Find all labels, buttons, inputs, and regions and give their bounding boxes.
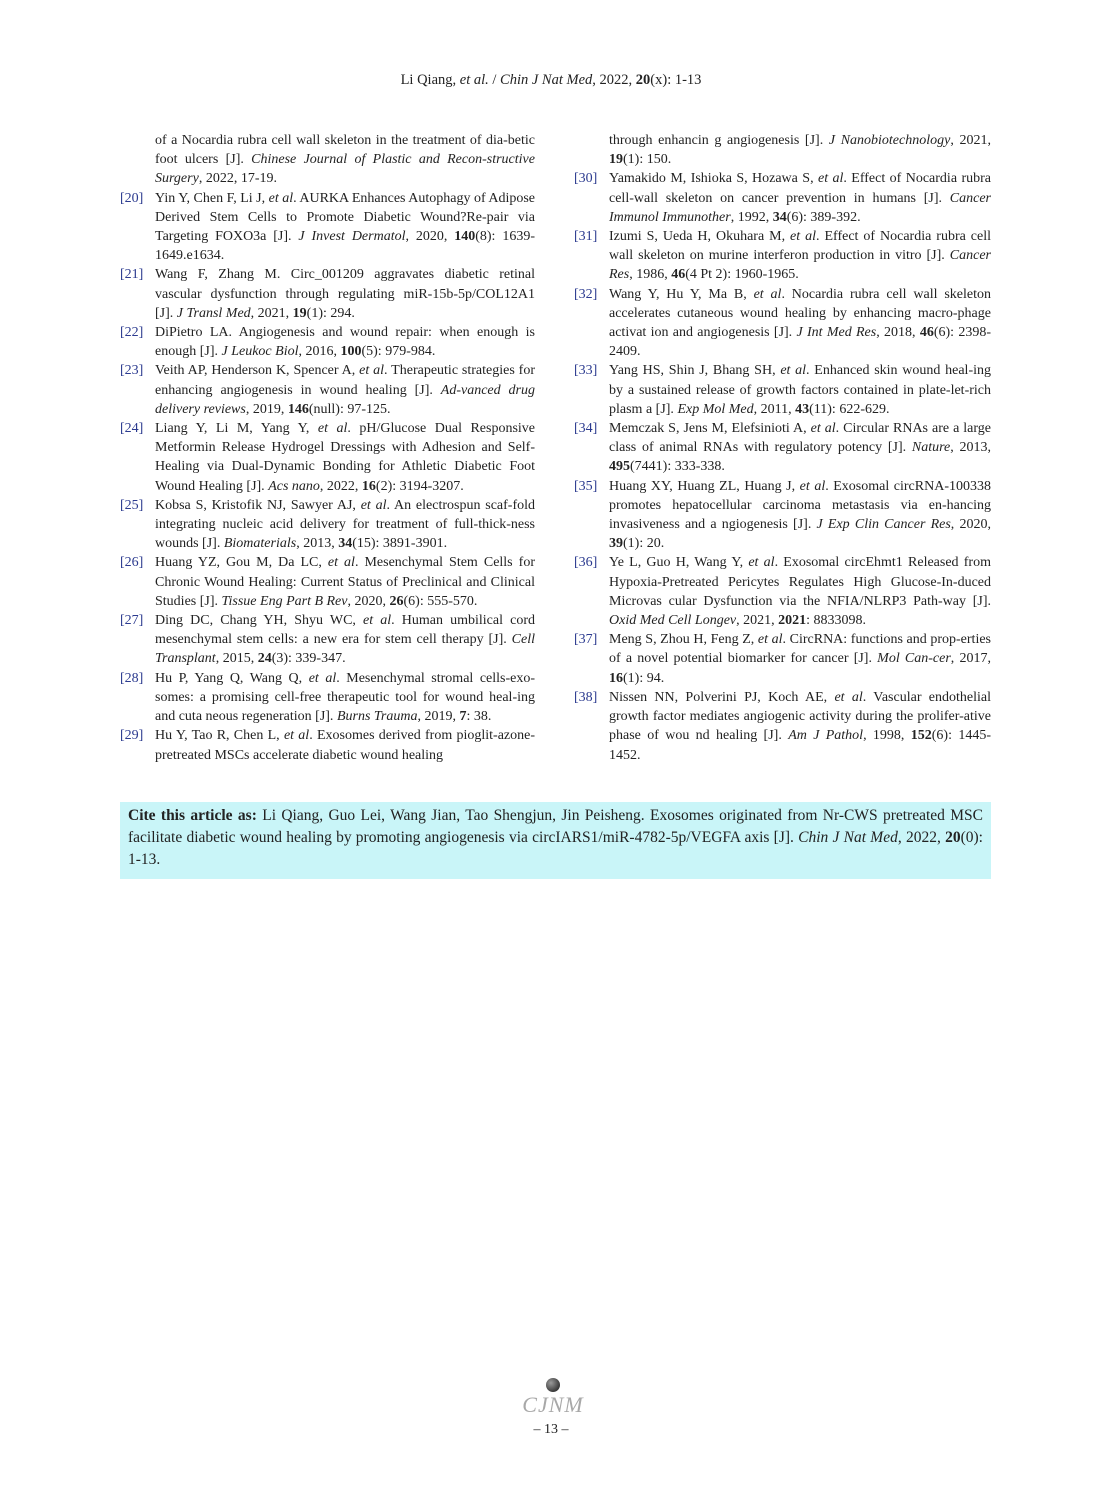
text-segment: Izumi S, Ueda H, Okuhara M, (609, 229, 791, 245)
text-segment: (3): 339-347. (271, 651, 346, 667)
text-segment: Oxid Med Cell Longev (609, 613, 737, 629)
text-segment: Cancer Immunol Immunother (609, 190, 991, 225)
reference-number[interactable]: [29] (120, 728, 144, 744)
reference-item (120, 726, 535, 764)
text-segment: . Mesenchymal stromal cells-exo-somes: a promising cell-free therapeutic tool for wound heal-ing and cuta neous regeneration [J]. (155, 670, 536, 725)
text-segment: Ye L, Guo H, Wang Y, (609, 555, 749, 571)
reference-text (609, 630, 991, 688)
text-segment: . Exosomal circRNA-100338 promotes hepatocellular carcinoma metastasis via en-hancing invasiveness and a ngiogenesis [J]. (609, 478, 991, 533)
text-segment: J Int Med Res (796, 325, 877, 341)
reference-number[interactable]: [26] (120, 555, 144, 571)
text-segment: 34 (338, 536, 353, 552)
reference-number[interactable]: [23] (120, 363, 144, 379)
text-segment: 39 (609, 536, 623, 552)
text-segment: , 2020, (347, 593, 390, 609)
text-segment: Nissen NN, Polverini PJ, Koch AE, (609, 689, 835, 705)
reference-item (574, 477, 991, 554)
text-segment: J Transl Med (176, 305, 251, 321)
text-segment: Wang Y, Hu Y, Ma B, (609, 286, 754, 302)
reference-text (609, 227, 991, 285)
text-segment: 146 (287, 401, 309, 417)
text-segment: 495 (609, 459, 630, 475)
text-segment: , 2021, (250, 305, 293, 321)
reference-text (609, 285, 991, 362)
reference-text (155, 726, 535, 764)
text-segment: . AURKA Enhances Autophagy of Adipose Derived Stem Cells to Promote Diabetic Wound?Re-pair via Targeting FOXO3a [J]. (155, 190, 535, 245)
text-segment: Acs nano (268, 478, 320, 494)
text-segment: , 2017, (950, 651, 991, 667)
text-segment: . Exosomes derived from pioglit-azone-pretreated MSCs accelerate diabetic wound healing (155, 728, 536, 763)
text-segment: . Circular RNAs are a large class of animal RNAs with regulatory potency [J]. (609, 421, 992, 456)
text-segment: Veith AP, Henderson K, Spencer A, (155, 363, 360, 379)
reference-number[interactable]: [34] (574, 421, 598, 437)
reference-text (155, 553, 535, 611)
text-segment: Hu Y, Tao R, Chen L, (155, 728, 284, 744)
reference-item (574, 553, 991, 630)
text-segment: , 2022, (319, 478, 362, 494)
text-segment: Burns Trauma (336, 709, 418, 725)
reference-item (120, 496, 535, 554)
reference-number[interactable]: [28] (120, 670, 144, 686)
reference-continuation (120, 131, 535, 189)
reference-text (155, 611, 535, 669)
text-segment: (11): 622-629. (809, 401, 890, 417)
text-segment: , 2022, (897, 829, 946, 846)
text-segment: : 38. (466, 709, 492, 725)
text-segment: DiPietro LA. Angiogenesis and wound repair: when enough is enough [J]. (155, 325, 535, 360)
reference-list (120, 189, 535, 765)
text-segment: 16 (361, 478, 376, 494)
text-segment: Wang F, Zhang M. Circ_001209 aggravates diabetic retinal vascular dysfunction through regulating miR-15b-5p/COL12A1 [J]. (155, 267, 535, 321)
text-segment: of a Nocardia rubra cell wall skeleton in the treatment of dia-betic foot ulcers [J]. (155, 133, 535, 168)
reference-item (574, 688, 991, 765)
text-segment: et al (817, 171, 844, 187)
page-number: – 13 – (533, 1422, 569, 1437)
text-segment: et al (360, 497, 387, 513)
reference-text (155, 496, 535, 554)
reference-item (574, 419, 991, 477)
text-segment: et al (757, 632, 783, 648)
text-segment: , 2019, (245, 401, 288, 417)
reference-number[interactable]: [36] (574, 555, 598, 571)
text-segment: , 2011, (753, 401, 796, 417)
text-segment: Huang YZ, Gou M, Da LC, (155, 555, 328, 571)
text-segment: et al (799, 478, 826, 494)
reference-text (155, 361, 535, 419)
text-segment: , 2013, (950, 440, 992, 456)
reference-list (574, 169, 991, 764)
reference-text (609, 169, 991, 227)
reference-number[interactable]: [27] (120, 613, 144, 629)
text-segment: . Exosomal circEhmt1 Released from Hypoxia-Pretreated Pericytes Regulates High Glucose-In-duced Microvas cular Dysfunction via the NFIA/NLRP3 Path-way [J]. (609, 555, 991, 609)
text-segment: et al (283, 728, 310, 744)
text-segment: , 1986, (629, 267, 672, 283)
reference-number[interactable]: [21] (120, 267, 144, 283)
reference-item (120, 189, 535, 266)
text-segment: Huang XY, Huang ZL, Huang J, (609, 478, 800, 494)
reference-text (155, 669, 535, 727)
reference-item (120, 361, 535, 419)
reference-text (609, 361, 991, 419)
text-segment: Nature (911, 440, 951, 456)
text-segment: (4 Pt 2): 1960-1965. (685, 267, 799, 283)
text-segment: (5): 979-984. (361, 344, 436, 360)
text-segment: : 8833098. (806, 613, 867, 629)
text-segment: , 2021, (736, 613, 779, 629)
text-segment: Chin J Nat Med (798, 829, 898, 846)
reference-text (609, 553, 991, 630)
reference-item (574, 361, 991, 419)
cite-text (128, 807, 983, 868)
text-segment: (null): 97-125. (308, 401, 391, 417)
text-segment: . An electrospun scaf-fold integrating nucleic acid delivery for treatment of full-thick-ness wounds [J]. (155, 497, 535, 552)
text-segment: J Leukoc Biol (221, 344, 299, 360)
text-segment: et al (327, 555, 355, 571)
text-segment: J Invest Dermatol (298, 229, 406, 245)
text-segment: Li Qiang, Guo Lei, Wang Jian, Tao Shengjun, Jin Peisheng. Exosomes originated from Nr-CWS pretreated MSC facilitate diabetic wound healing by promoting angiogenesis via circIARS1/miR-4782-5p/VEGFA axis [J]. (128, 807, 983, 846)
reference-item (120, 323, 535, 361)
text-segment: (1): 294. (306, 305, 355, 321)
text-segment: Tissue Eng Part B Rev (221, 593, 348, 609)
reference-number[interactable]: [31] (574, 229, 598, 245)
text-segment: 19 (292, 305, 307, 321)
text-segment: Hu P, Yang Q, Wang Q, (155, 670, 309, 686)
text-segment: et al (834, 689, 863, 705)
globe-icon (546, 1378, 560, 1392)
text-segment: Meng S, Zhou H, Feng Z, (609, 632, 758, 648)
reference-item (120, 553, 535, 611)
text-segment: et al (359, 363, 385, 379)
reference-text (609, 477, 991, 554)
text-segment: J Exp Clin Cancer Res (816, 517, 951, 533)
text-segment: 43 (795, 401, 810, 417)
text-segment: 152 (910, 728, 932, 744)
text-segment: . Therapeutic strategies for enhancing angiogenesis in wound healing [J]. (155, 363, 536, 398)
text-segment: (0): 1-13. (128, 829, 983, 868)
text-segment: Ad-vanced drug delivery reviews (155, 382, 535, 417)
text-segment: 34 (772, 209, 787, 225)
reference-column-right (574, 131, 991, 765)
text-segment: 46 (671, 267, 686, 283)
reference-text (155, 419, 535, 496)
text-segment: (8): 1639-1649.e1634. (155, 229, 535, 264)
text-segment: (1): 150. (623, 152, 672, 168)
text-segment: 100 (340, 344, 362, 360)
text-segment: Liang Y, Li M, Yang Y, (155, 421, 318, 437)
logo-text: CJNM (522, 1392, 584, 1417)
reference-item (574, 630, 991, 688)
text-segment: through enhancin g angiogenesis [J]. (609, 133, 829, 148)
text-segment: (1): 20. (623, 536, 665, 552)
reference-item (120, 669, 535, 727)
text-segment: 46 (919, 325, 934, 341)
text-segment: (6): 2398-2409. (609, 325, 991, 360)
reference-item (120, 265, 535, 323)
text-segment: , 2015, (215, 651, 258, 667)
journal-logo (513, 1378, 593, 1418)
text-segment: et al (363, 613, 392, 629)
text-segment: Yamakido M, Ishioka S, Hozawa S, (609, 171, 818, 187)
text-segment: Yang HS, Shin J, Bhang SH, (609, 363, 781, 379)
text-segment: (15): 3891-3901. (352, 536, 448, 552)
text-segment: . Human umbilical cord mesenchymal stem cells: a new era for stem cell therapy [J]. (155, 613, 535, 648)
reference-number[interactable]: [30] (574, 171, 598, 187)
text-segment: (6): 389-392. (786, 209, 861, 225)
text-segment: et al (268, 190, 294, 206)
text-segment: Chinese Journal of Plastic and Recon-structive Surgery (155, 152, 535, 187)
text-segment: 2021 (778, 613, 807, 629)
text-segment: Yin Y, Chen F, Li J, (155, 190, 269, 206)
text-segment: , 2019, (417, 709, 460, 725)
cite-label: Cite this article as: (128, 807, 257, 824)
text-segment: (1): 94. (623, 670, 665, 686)
text-segment: Biomaterials (223, 536, 297, 552)
text-segment: Mol Can-cer (877, 651, 951, 667)
text-segment: Cell Transplant (155, 632, 535, 667)
text-segment: (6): 1445-1452. (609, 728, 991, 763)
reference-item (120, 611, 535, 669)
text-segment: . Effect of Nocardia rubra cell-wall skeleton on cancer prevention in humans [J]. (609, 171, 991, 206)
text-segment: , 2016, (298, 344, 341, 360)
text-segment: et al (810, 421, 836, 437)
text-segment: et al (753, 286, 782, 302)
text-segment: . Effect of Nocardia rubra cell wall skeleton on murine interferon production in vitro [J]. (609, 229, 991, 264)
text-segment: . pH/Glucose Dual Responsive Metformin Release Hydrogel Dressings with Adhesion and Self-Healing via Dual-Dynamic Bonding for Athletic Diabetic Foot Wound Healing [J]. (155, 421, 535, 494)
text-segment: 7 (459, 709, 467, 725)
reference-item (120, 419, 535, 496)
reference-number[interactable]: [38] (574, 689, 598, 705)
reference-text (155, 323, 535, 361)
text-segment: , 1992, (730, 209, 773, 225)
reference-continuation (574, 131, 991, 169)
text-segment: Memczak S, Jens M, Elefsinioti A, (609, 421, 811, 437)
text-segment: 20 (945, 829, 961, 846)
text-segment: , 2022, 17-19. (198, 171, 277, 187)
reference-number[interactable]: [20] (120, 190, 144, 206)
text-segment: , 1998, (863, 728, 911, 744)
text-segment: 26 (389, 593, 404, 609)
text-segment: (2): 3194-3207. (375, 478, 464, 494)
text-segment: J Nanobiotechnology (828, 133, 951, 148)
text-segment: et al (790, 229, 817, 245)
reference-number[interactable]: [37] (574, 632, 598, 648)
text-segment: 16 (609, 670, 623, 686)
text-segment: , 2021, (950, 133, 991, 148)
text-segment: et al (317, 421, 348, 437)
reference-number[interactable]: [24] (120, 421, 144, 437)
text-segment: , 2018, (876, 325, 920, 341)
text-segment: . Mesenchymal Stem Cells for Chronic Wound Healing: Current Status of Preclinical and Clinical Studies [J]. (155, 555, 535, 609)
cite-this-article-box (120, 802, 991, 879)
reference-number[interactable]: [35] (574, 478, 598, 494)
text-segment: Kobsa S, Kristofik NJ, Sawyer AJ, (155, 497, 361, 513)
text-segment: 24 (257, 651, 272, 667)
reference-text (155, 189, 535, 266)
text-segment: Cancer Res (609, 248, 991, 283)
reference-item (574, 227, 991, 285)
text-segment: . CircRNA: functions and prop-erties of a novel potential biomarker for cancer [J]. (609, 632, 992, 667)
reference-text (155, 265, 535, 323)
text-segment: . Vascular endothelial growth factor mediates angiogenic activity during the prolifer-ative phase of wou nd healing [J]. (609, 689, 991, 744)
running-header: Li Qiang, et al. / Chin J Nat Med, 2022, 20(x): 1-13 (400, 72, 702, 88)
text-segment: 140 (454, 229, 476, 245)
reference-number[interactable]: [22] (120, 325, 144, 341)
text-segment: et al (308, 670, 337, 686)
text-segment: , 2013, (296, 536, 339, 552)
text-segment: (6): 555-570. (403, 593, 478, 609)
reference-item (574, 169, 991, 227)
text-segment: 19 (609, 152, 623, 168)
text-segment: et al (748, 555, 775, 571)
reference-text (609, 688, 991, 765)
reference-text (609, 419, 991, 477)
reference-number[interactable]: [33] (574, 363, 598, 379)
text-segment: , 2020, (950, 517, 991, 533)
text-segment: . Nocardia rubra cell wall skeleton accelerates cutaneous wound healing by enhancing macro-phage activat ion and angiogenesis [J]. (609, 286, 991, 341)
text-segment: et al (780, 363, 807, 379)
text-segment: (7441): 333-338. (630, 459, 725, 475)
reference-item (574, 285, 991, 362)
reference-number[interactable]: [32] (574, 286, 598, 302)
text-segment: Am J Pathol (788, 728, 864, 744)
text-segment: Exp Mol Med (677, 401, 754, 417)
text-segment: , 2020, (405, 229, 455, 245)
reference-column-left (120, 131, 535, 765)
reference-number[interactable]: [25] (120, 497, 144, 513)
text-segment: . Enhanced skin wound heal-ing by a sustained release of growth factors contained in plate-let-rich plasm a [J]. (609, 363, 991, 417)
text-segment: Ding DC, Chang YH, Shyu WC, (155, 613, 364, 629)
